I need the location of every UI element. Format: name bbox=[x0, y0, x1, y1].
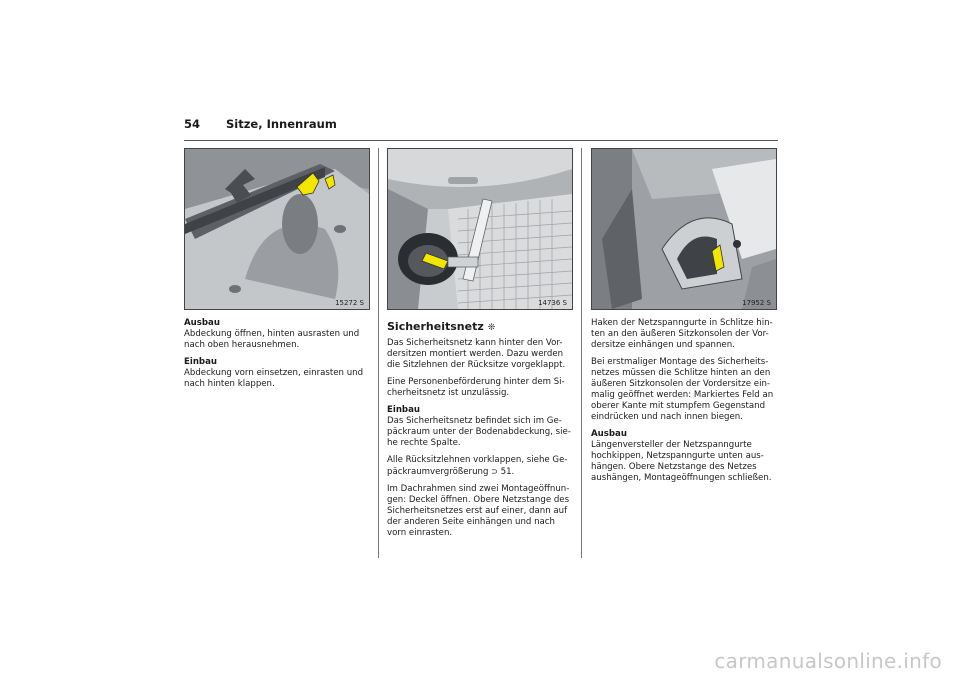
heading-text: Sicherheitsnetz bbox=[387, 320, 484, 333]
figure-code: 14736 S bbox=[538, 299, 567, 307]
text-column-1 bbox=[184, 318, 370, 396]
figure-net-mounting bbox=[387, 148, 573, 310]
subheading: Ausbau bbox=[591, 429, 627, 439]
equipment-symbol-icon: ❊ bbox=[487, 323, 496, 333]
paragraph bbox=[184, 318, 370, 351]
paragraph bbox=[591, 429, 779, 484]
paragraph bbox=[387, 455, 575, 478]
figure-seat-console bbox=[591, 148, 777, 310]
paragraph bbox=[387, 405, 575, 449]
paragraph-text: Abdeckung öffnen, hinten ausrasten und nach oben herausnehmen. bbox=[184, 329, 360, 350]
net-mounting-illustration bbox=[388, 149, 572, 309]
page-number: 54 bbox=[184, 117, 201, 131]
subheading: Ausbau bbox=[184, 318, 220, 328]
page-reference-link[interactable]: 51. bbox=[500, 467, 515, 477]
paragraph: Haken der Netzspanngurte in Schlitze hin-ten an den äußeren Sitzkonsolen der Vor-dersitze einhängen und spannen. bbox=[591, 318, 773, 350]
figure-cover-removal bbox=[184, 148, 370, 310]
paragraph-text: Das Sicherheitsnetz befindet sich im Ge-päckraum unter der Bodenabdeckung, sie-he rechte Spalte. bbox=[387, 416, 571, 448]
paragraph: Das Sicherheitsnetz kann hinter den Vor-dersitzen montiert werden. Dazu werden die Sitzlehnen der Rücksitze vorgeklappt. bbox=[387, 338, 566, 370]
section-title: Sitze, Innenraum bbox=[226, 117, 337, 131]
column-divider bbox=[378, 148, 379, 558]
paragraph: Bei erstmaliger Montage des Sicherheits-netzes müssen die Schlitze hinten an den äußeren Sitzkonsolen der Vordersitze ein-malig geöffnet werden: Markiertes Feld an oberer Kante mit stumpfem Gegenstand eindrücken und nach innen biegen. bbox=[591, 357, 774, 422]
paragraph-text: Alle Rücksitzlehnen vorklappen, siehe Ge-päckraumvergrößerung bbox=[387, 455, 568, 477]
cover-removal-illustration bbox=[185, 149, 369, 309]
paragraph: Eine Personenbeförderung hinter dem Si-cherheitsnetz ist unzulässig. bbox=[387, 377, 565, 398]
text-column-2 bbox=[387, 318, 575, 545]
watermark: carmanualsonline.info bbox=[714, 649, 942, 673]
paragraph-text: Längenversteller der Netzspanngurte hochkippen, Netzspanngurte unten aus-hängen. Obere Netzstange des Netzes aushängen, Montageöffnungen schließen. bbox=[591, 440, 772, 483]
page-reference-icon: ⊃ bbox=[491, 467, 498, 476]
subheading: Einbau bbox=[184, 357, 218, 367]
figure-code: 15272 S bbox=[335, 299, 364, 307]
column-divider bbox=[581, 148, 582, 558]
subheading: Einbau bbox=[387, 405, 421, 415]
paragraph-text: Abdeckung vorn einsetzen, einrasten und nach hinten klappen. bbox=[184, 368, 364, 389]
seat-console-illustration bbox=[592, 149, 776, 309]
paragraph: Im Dachrahmen sind zwei Montageöffnun-gen: Deckel öffnen. Obere Netzstange des Sicherheitsnetzes erst auf einer, dann auf der anderen Seite einhängen und nach vorn einrasten. bbox=[387, 484, 570, 538]
paragraph bbox=[184, 357, 370, 390]
text-column-3 bbox=[591, 318, 779, 490]
page-header bbox=[184, 116, 778, 141]
section-heading bbox=[387, 320, 575, 335]
figure-code: 17952 S bbox=[742, 299, 771, 307]
